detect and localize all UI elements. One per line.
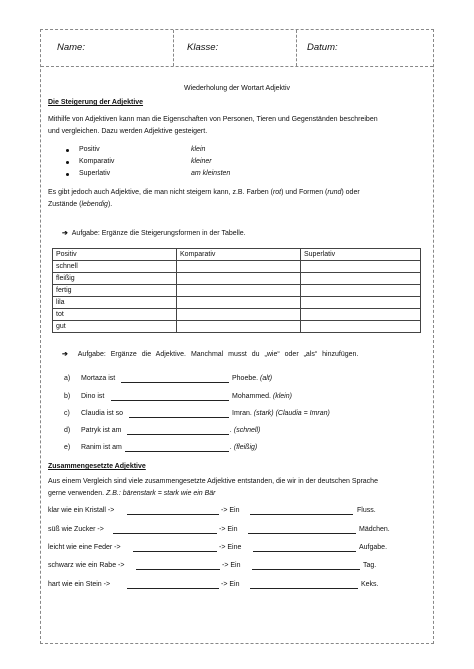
answer-blank[interactable] bbox=[127, 588, 219, 589]
answer-cell[interactable] bbox=[177, 321, 301, 333]
compound-mid: -> Ein bbox=[221, 507, 240, 514]
item-hint: . (schnell) bbox=[230, 427, 261, 434]
compound-start: hart wie ein Stein -> bbox=[48, 581, 111, 588]
answer-blank[interactable] bbox=[127, 434, 229, 435]
item-start: Dino ist bbox=[81, 393, 105, 400]
answer-blank[interactable] bbox=[129, 417, 229, 418]
compound-mid: -> Eine bbox=[219, 544, 242, 551]
intro-line-2: und vergleichen. Dazu werden Adjektive gesteigert. bbox=[48, 128, 208, 135]
column-header: Komparativ bbox=[177, 249, 301, 261]
answer-blank[interactable] bbox=[252, 569, 360, 570]
answer-blank[interactable] bbox=[133, 551, 217, 552]
item-letter: d) bbox=[64, 427, 71, 434]
item-start: Ranim ist am bbox=[81, 444, 122, 451]
task-2-instruction: ➔ Aufgabe: Ergänze die Adjektive. Manchmal musst du „wie“ oder „als“ hinzufügen. bbox=[62, 351, 359, 358]
answer-cell[interactable] bbox=[177, 261, 301, 273]
item-end: Phoebe. (alt) bbox=[232, 375, 273, 382]
item-start: Mortaza ist bbox=[81, 375, 116, 382]
item-letter: c) bbox=[64, 410, 70, 417]
column-header: Superlativ bbox=[301, 249, 421, 261]
answer-cell[interactable] bbox=[301, 321, 421, 333]
intro-line-1: Mithilfe von Adjektiven kann man die Eigenschaften von Personen, Tieren und Gegenständen beschreiben bbox=[48, 116, 378, 123]
note-line-2: Zustände (lebendig). bbox=[48, 201, 113, 208]
compound-start: klar wie ein Kristall -> bbox=[48, 507, 115, 514]
answer-blank[interactable] bbox=[253, 551, 356, 552]
item-start: Claudia ist so bbox=[81, 410, 124, 417]
answer-cell[interactable] bbox=[177, 273, 301, 285]
form-label: Superlativ bbox=[79, 170, 111, 177]
table-header-row bbox=[53, 249, 421, 261]
worksheet bbox=[40, 29, 434, 644]
compound-end: Fluss. bbox=[357, 507, 376, 514]
compound-start: schwarz wie ein Rabe -> bbox=[48, 562, 125, 569]
positive-cell: tot bbox=[53, 309, 177, 321]
answer-blank[interactable] bbox=[113, 533, 217, 534]
column-header: Positiv bbox=[53, 249, 177, 261]
item-end: Mohammed. (klein) bbox=[232, 393, 292, 400]
page-title: Wiederholung der Wortart Adjektiv bbox=[183, 85, 291, 92]
positive-cell: gut bbox=[53, 321, 177, 333]
compound-end: Tag. bbox=[363, 562, 377, 569]
note-line-1: Es gibt jedoch auch Adjektive, die man nicht steigern kann, z.B. Farben (rot) und Formen (rund) oder bbox=[48, 189, 360, 196]
answer-cell[interactable] bbox=[177, 285, 301, 297]
item-letter: a) bbox=[64, 375, 71, 382]
positive-cell: schnell bbox=[53, 261, 177, 273]
compound-end: Aufgabe. bbox=[359, 544, 388, 551]
compound-mid: -> Ein bbox=[221, 581, 240, 588]
table-row bbox=[53, 321, 421, 333]
bullet bbox=[66, 161, 69, 164]
compound-mid: -> Ein bbox=[222, 562, 241, 569]
date-label: Datum: bbox=[307, 42, 338, 53]
bullet bbox=[66, 173, 69, 176]
task-1-instruction: ➔ Aufgabe: Ergänze die Steigerungsformen in der Tabelle. bbox=[62, 230, 246, 237]
answer-blank[interactable] bbox=[250, 514, 353, 515]
table-row bbox=[53, 285, 421, 297]
answer-cell[interactable] bbox=[301, 297, 421, 309]
positive-cell: fleißig bbox=[53, 273, 177, 285]
answer-cell[interactable] bbox=[301, 273, 421, 285]
answer-blank[interactable] bbox=[111, 400, 229, 401]
answer-blank[interactable] bbox=[127, 514, 219, 515]
arrow-right-icon: ➔ bbox=[62, 230, 68, 237]
answer-cell[interactable] bbox=[177, 297, 301, 309]
item-hint: . (fleißig) bbox=[230, 444, 258, 451]
table-row bbox=[53, 273, 421, 285]
answer-cell[interactable] bbox=[301, 285, 421, 297]
section-heading-steigerung: Die Steigerung der Adjektive bbox=[48, 99, 144, 106]
answer-cell[interactable] bbox=[177, 309, 301, 321]
compound-end: Keks. bbox=[361, 581, 379, 588]
item-letter: b) bbox=[64, 393, 71, 400]
table-row bbox=[53, 261, 421, 273]
arrow-right-icon: ➔ bbox=[62, 351, 68, 358]
positive-cell: lila bbox=[53, 297, 177, 309]
form-example: kleiner bbox=[191, 158, 212, 165]
section2-intro-2: gerne verwenden. Z.B.: bärenstark = stark wie ein Bär bbox=[48, 490, 216, 497]
answer-blank[interactable] bbox=[125, 451, 229, 452]
worksheet-content bbox=[41, 30, 433, 643]
section-heading-zusammengesetzt: Zusammengesetzte Adjektive bbox=[48, 463, 146, 470]
answer-blank[interactable] bbox=[121, 382, 229, 383]
item-start: Patryk ist am bbox=[81, 427, 122, 434]
table-row bbox=[53, 297, 421, 309]
table-row bbox=[53, 309, 421, 321]
form-label: Positiv bbox=[79, 146, 100, 153]
compound-start: leicht wie eine Feder -> bbox=[48, 544, 121, 551]
answer-blank[interactable] bbox=[136, 569, 220, 570]
positive-cell: fertig bbox=[53, 285, 177, 297]
comparison-table bbox=[52, 248, 421, 333]
name-label: Name: bbox=[57, 42, 85, 53]
section2-intro-1: Aus einem Vergleich sind viele zusammengesetzte Adjektive entstanden, die wir in der deutschen Sprache bbox=[48, 478, 378, 485]
form-example: klein bbox=[191, 146, 206, 153]
form-example: am kleinsten bbox=[191, 170, 231, 177]
bullet bbox=[66, 149, 69, 152]
answer-blank[interactable] bbox=[248, 533, 356, 534]
class-label: Klasse: bbox=[187, 42, 219, 53]
compound-mid: -> Ein bbox=[219, 526, 238, 533]
form-label: Komparativ bbox=[79, 158, 115, 165]
answer-blank[interactable] bbox=[250, 588, 358, 589]
item-end: Imran. (stark) (Claudia = Imran) bbox=[232, 410, 330, 417]
item-letter: e) bbox=[64, 444, 71, 451]
compound-start: süß wie Zucker -> bbox=[48, 526, 104, 533]
answer-cell[interactable] bbox=[301, 261, 421, 273]
answer-cell[interactable] bbox=[301, 309, 421, 321]
compound-end: Mädchen. bbox=[359, 526, 390, 533]
